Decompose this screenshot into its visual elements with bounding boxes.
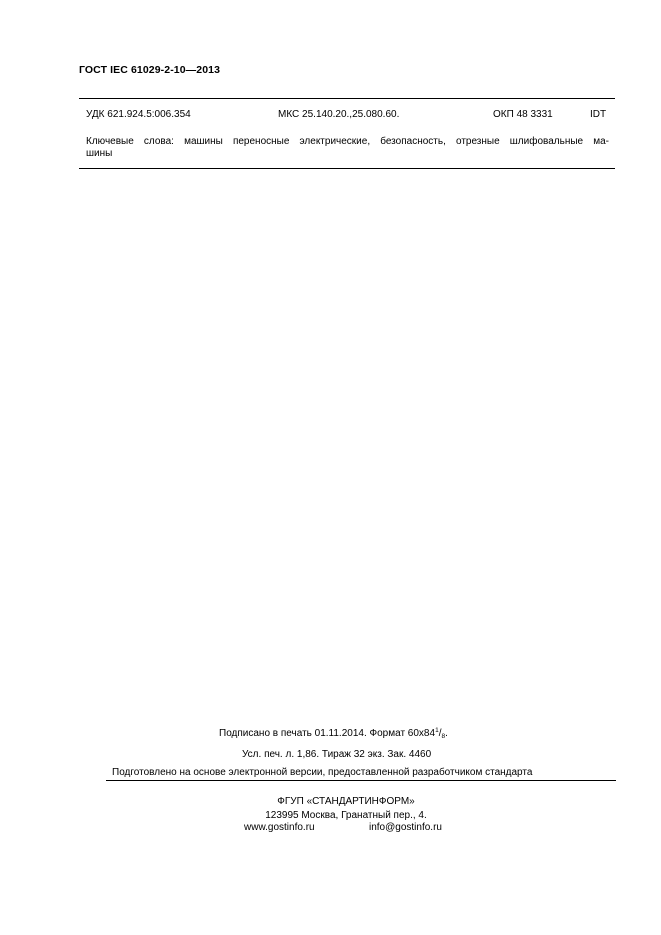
format-denominator: 8 (441, 733, 446, 740)
signed-text: Подписано в печать 01.11.2014. Формат 60x84 (219, 728, 436, 739)
keywords-divider (79, 168, 615, 169)
format-numerator: 1 (435, 727, 439, 734)
prepared-note: Подготовлено на основе электронной версии, предоставленной разработчиком стандарта (112, 767, 533, 778)
imprint-divider (106, 780, 616, 781)
okp-code: ОКП 48 3331 (493, 109, 553, 120)
standard-code-header: ГОСТ IEC 61029-2-10—2013 (79, 64, 221, 76)
publisher-website[interactable]: www.gostinfo.ru (244, 822, 315, 833)
keywords-line-1: Ключевые слова: машины переносные электрические, безопасность, отрезные шлифовальные ма- (86, 136, 609, 147)
mks-code: МКС 25.140.20.,25.080.60. (278, 109, 400, 120)
top-divider (79, 98, 615, 99)
publisher-email[interactable]: info@gostinfo.ru (369, 822, 442, 833)
keywords-block (86, 136, 609, 160)
keywords-line-2: шины (86, 148, 113, 159)
signed-for-print (219, 727, 448, 740)
publisher-address: 123995 Москва, Гранатный пер., 4. (265, 810, 427, 821)
publisher-name: ФГУП «СТАНДАРТИНФОРМ» (277, 796, 415, 807)
udk-code: УДК 621.924.5:006.354 (86, 109, 191, 120)
print-info: Усл. печ. л. 1,86. Тираж 32 экз. Зак. 4460 (242, 749, 432, 760)
format-slash: / (438, 728, 442, 739)
format-suffix: . (445, 728, 448, 739)
idt-label: IDT (590, 109, 607, 120)
